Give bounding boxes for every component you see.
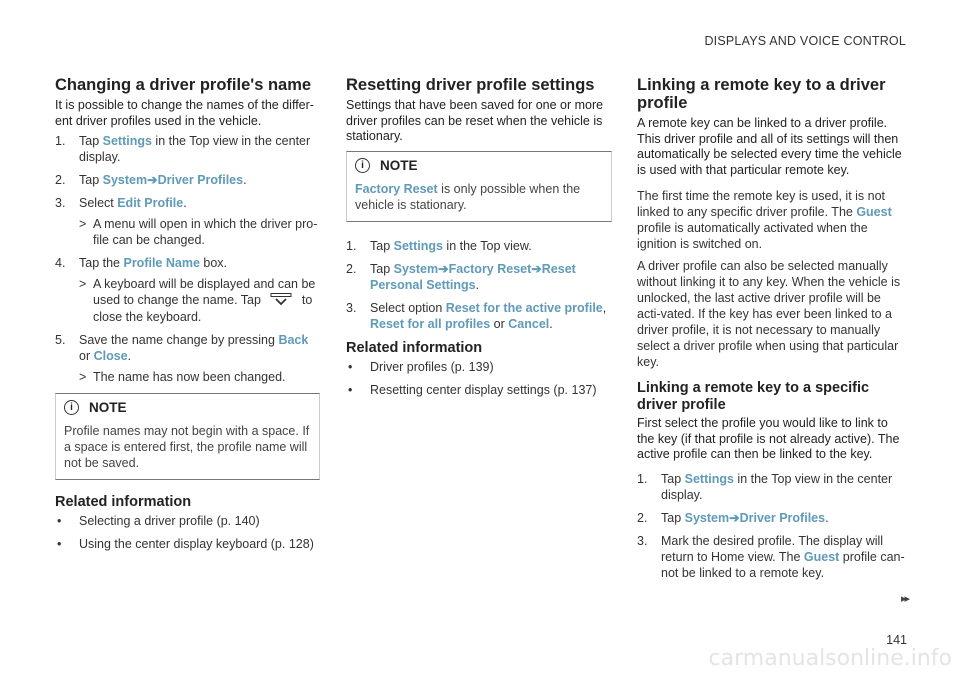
section-title: Linking a remote key to a driver profile bbox=[637, 76, 886, 112]
note-title: NOTE bbox=[89, 399, 127, 415]
column-reset-profile-settings bbox=[346, 76, 612, 405]
step-2: 2. Tap System➔Driver Profiles. bbox=[637, 510, 829, 525]
section-intro: It is possible to change the names of the differ-ent driver profiles used in the vehicle. bbox=[55, 98, 314, 128]
section-intro: A remote key can be linked to a driver profile. This driver profile and all of its settings will then automatically be selected every time the vehicle is used with that particular remote key. bbox=[637, 116, 902, 177]
info-circle-icon: i bbox=[355, 158, 370, 173]
keyboard-hide-icon bbox=[270, 293, 292, 309]
note-title: NOTE bbox=[380, 157, 418, 173]
arrow-right-icon: ➔ bbox=[147, 173, 158, 187]
note-box bbox=[346, 151, 612, 222]
step-2: 2. Tap System➔Factory Reset➔Reset Personal Settings. bbox=[346, 261, 576, 292]
related-link[interactable]: • Using the center display keyboard (p. 128) bbox=[57, 536, 314, 551]
paragraph: The first time the remote key is used, it is not linked to any specific driver profile. The Guest profile is automatically activated when the ignition is switched on. bbox=[637, 189, 892, 251]
section-title: Resetting driver profile settings bbox=[346, 76, 595, 94]
column-change-profile-name bbox=[55, 76, 320, 559]
step-3-result: > A menu will open in which the driver pro-file can be changed. bbox=[79, 217, 318, 247]
arrow-right-icon: ➔ bbox=[438, 261, 449, 276]
subsection-intro: First select the profile you would like to link to the key (if that profile is not already active). The active profile can then be linked to the key. bbox=[637, 416, 900, 461]
section-title: Changing a driver profile's name bbox=[55, 76, 312, 94]
note-body: Factory Reset is only possible when the vehicle is stationary. bbox=[355, 181, 581, 212]
step-1: 1. Tap Settings in the Top view in the center display. bbox=[637, 471, 893, 502]
step-3: 3. Mark the desired profile. The display will return to Home view. The Guest profile can-not be linked to a remote key. bbox=[637, 533, 905, 580]
step-1: 1. Tap Settings in the Top view in the center display. bbox=[55, 134, 311, 164]
settings-ref: Settings bbox=[102, 134, 152, 148]
page-number: 141 bbox=[886, 633, 907, 647]
next-page-arrows-icon: ▸▸ bbox=[900, 593, 908, 605]
paragraph: A driver profile can also be selected manually without linking it to any key. When the vehicle is unlocked, the last active driver profile will be acti-vated. If the key has ever been linked to a driver profile, it is not necessary to manually select a driver profile when using that particular key. bbox=[637, 259, 901, 369]
step-4-result: > A keyboard will be displayed and can be used to change the name. Tap to close the keyboard. bbox=[79, 277, 316, 324]
step-3: 3. Select option Reset for the active profile, Reset for all profiles or Cancel. bbox=[346, 300, 607, 331]
step-5: 5. Save the name change by pressing Back or Close. bbox=[55, 332, 309, 363]
step-2: 2. Tap System➔Driver Profiles. bbox=[55, 173, 247, 187]
column-link-remote-key bbox=[637, 76, 905, 588]
step-3: 3. Select Edit Profile. bbox=[55, 196, 187, 210]
watermark: carmanualsonline.info bbox=[708, 646, 952, 671]
related-link[interactable]: • Selecting a driver profile (p. 140) bbox=[57, 513, 260, 528]
step-5-result: > The name has now been changed. bbox=[79, 369, 286, 384]
related-link[interactable]: • Driver profiles (p. 139) bbox=[348, 359, 494, 374]
page-header: DISPLAYS AND VOICE CONTROL bbox=[704, 34, 906, 48]
subsection-title: Linking a remote key to a specific driver profile bbox=[637, 380, 870, 413]
arrow-right-icon: ➔ bbox=[729, 510, 740, 525]
related-link[interactable]: • Resetting center display settings (p. 137) bbox=[348, 382, 597, 397]
note-box bbox=[55, 393, 320, 480]
step-4: 4. Tap the Profile Name box. bbox=[55, 256, 228, 270]
arrow-right-icon: ➔ bbox=[531, 261, 542, 276]
note-body: Profile names may not begin with a space. If a space is entered first, the profile name will not be saved. bbox=[64, 423, 310, 470]
section-intro: Settings that have been saved for one or more driver profiles can be reset when the vehicle is stationary. bbox=[346, 98, 604, 143]
step-1: 1. Tap Settings in the Top view. bbox=[346, 238, 532, 253]
info-circle-icon: i bbox=[64, 400, 79, 415]
related-title: Related information bbox=[55, 493, 192, 510]
related-title: Related information bbox=[346, 339, 483, 356]
